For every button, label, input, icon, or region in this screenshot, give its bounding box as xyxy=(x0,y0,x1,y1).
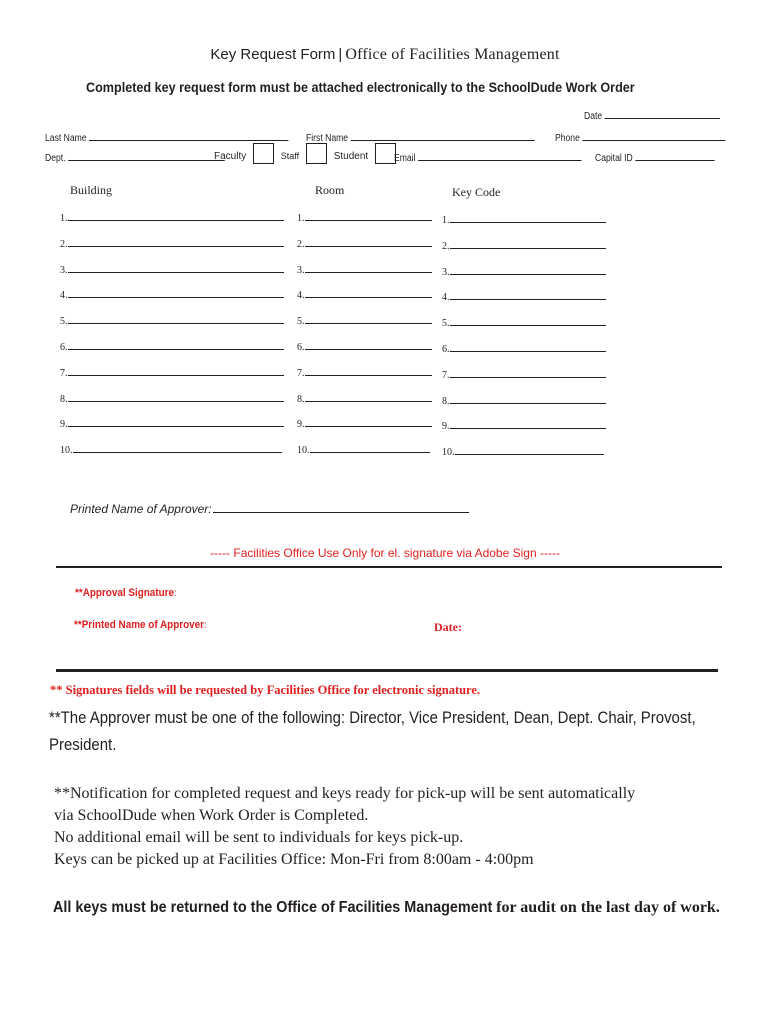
building-line[interactable] xyxy=(68,315,284,324)
key-code-line[interactable] xyxy=(450,369,606,378)
room-line[interactable] xyxy=(305,238,432,247)
key-return-note xyxy=(53,897,753,919)
date-line[interactable] xyxy=(605,109,720,119)
room-row-6[interactable] xyxy=(297,341,432,353)
building-line[interactable] xyxy=(68,264,284,273)
last-name-line[interactable] xyxy=(89,131,289,141)
key-return-note-part2: for audit on the last day of work. xyxy=(492,899,720,916)
key-code-row-3[interactable] xyxy=(442,266,606,278)
notification-note xyxy=(54,783,754,871)
row-number: 5. xyxy=(60,316,68,328)
key-code-line[interactable] xyxy=(450,395,606,404)
row-number: 3. xyxy=(442,266,450,278)
building-row-5[interactable] xyxy=(60,315,284,327)
building-column-header: Building xyxy=(70,183,113,197)
room-row-10[interactable] xyxy=(297,444,430,456)
room-line[interactable] xyxy=(310,444,430,453)
capital-id-label: Capital ID xyxy=(595,153,633,164)
phone-label: Phone xyxy=(555,133,580,144)
key-code-row-2[interactable] xyxy=(442,240,606,252)
row-number: 4. xyxy=(60,290,68,302)
student-label: Student xyxy=(333,151,369,163)
office-use-bottom-divider xyxy=(56,669,718,672)
dept-line[interactable] xyxy=(68,151,225,161)
key-code-row-1[interactable] xyxy=(442,214,606,226)
key-code-row-4[interactable] xyxy=(442,291,606,303)
approval-signature-label: **Approval Signature xyxy=(75,587,175,599)
row-number: 7. xyxy=(297,367,305,379)
key-code-line[interactable] xyxy=(450,343,606,352)
office-use-banner: ----- Facilities Office Use Only for el. signature via Adobe Sign ----- xyxy=(210,546,560,560)
faculty-checkbox[interactable] xyxy=(253,143,274,164)
phone-line[interactable] xyxy=(582,131,725,141)
phone-field[interactable] xyxy=(555,131,725,144)
email-field[interactable] xyxy=(394,151,581,164)
office-printed-name-label: **Printed Name of Approver xyxy=(74,619,205,631)
last-name-field[interactable] xyxy=(45,131,289,144)
faculty-label: Faculty xyxy=(214,151,247,163)
row-number: 10. xyxy=(442,447,455,459)
building-line[interactable] xyxy=(68,238,284,247)
row-number: 9. xyxy=(60,419,68,431)
notification-line-3: No additional email will be sent to individuals for keys pick-up. xyxy=(54,829,464,846)
row-number: 6. xyxy=(60,342,68,353)
notification-line-4: Keys can be picked up at Facilities Office: Mon-Fri from 8:00am - 4:00pm xyxy=(54,851,534,868)
room-row-7[interactable] xyxy=(297,367,432,379)
form-title-part2: Office of Facilities Management xyxy=(345,46,560,63)
building-row-1[interactable] xyxy=(60,212,284,224)
room-row-8[interactable] xyxy=(297,393,432,405)
room-line[interactable] xyxy=(305,212,432,221)
row-number: 4. xyxy=(297,290,305,302)
row-number: 10. xyxy=(297,445,310,457)
staff-checkbox[interactable] xyxy=(306,143,327,164)
row-number: 1. xyxy=(442,215,450,226)
date-label: Date xyxy=(584,111,603,122)
row-number: 8. xyxy=(442,395,450,407)
form-subtitle: Completed key request form must be attached electronically to the SchoolDude Work Order xyxy=(86,79,635,95)
key-code-line[interactable] xyxy=(450,240,606,249)
capital-id-line[interactable] xyxy=(635,151,714,161)
building-line[interactable] xyxy=(73,444,282,453)
student-checkbox[interactable] xyxy=(375,143,396,164)
key-code-row-8[interactable] xyxy=(442,395,606,407)
building-row-8[interactable] xyxy=(60,393,284,405)
office-printed-name-field[interactable] xyxy=(74,619,207,631)
signature-note: ** Signatures fields will be requested by Facilities Office for electronic signature. xyxy=(50,683,481,697)
row-number: 7. xyxy=(60,367,68,379)
row-number: 4. xyxy=(442,292,450,304)
key-code-column-header: Key Code xyxy=(452,185,501,199)
office-printed-name-colon: : xyxy=(204,620,207,631)
building-line[interactable] xyxy=(68,393,284,402)
room-line[interactable] xyxy=(305,367,432,376)
approval-signature-colon: : xyxy=(174,588,177,599)
first-name-label: First Name xyxy=(306,133,349,144)
room-column-header: Room xyxy=(315,183,345,197)
key-return-note-part1: All keys must be returned to the Office of Facilities Management xyxy=(53,899,493,916)
row-number: 9. xyxy=(442,421,450,433)
row-number: 5. xyxy=(297,316,305,328)
row-number: 6. xyxy=(297,342,305,353)
key-code-row-5[interactable] xyxy=(442,317,606,329)
room-line[interactable] xyxy=(305,418,432,427)
approver-name-label: Printed Name of Approver: xyxy=(70,502,212,516)
key-code-line[interactable] xyxy=(450,214,606,223)
approval-signature-field[interactable] xyxy=(75,587,177,599)
building-row-10[interactable] xyxy=(60,444,282,456)
row-number: 9. xyxy=(297,419,305,431)
building-line[interactable] xyxy=(68,341,284,350)
room-row-4[interactable] xyxy=(297,289,432,301)
row-number: 3. xyxy=(60,264,68,276)
capital-id-field[interactable] xyxy=(595,151,714,164)
row-number: 8. xyxy=(297,393,305,405)
room-line[interactable] xyxy=(305,264,432,273)
dept-field[interactable] xyxy=(45,151,224,164)
approver-name-line[interactable] xyxy=(213,502,469,513)
dept-label: Dept. xyxy=(45,153,66,164)
email-line[interactable] xyxy=(418,151,581,161)
row-number: 2. xyxy=(60,238,68,250)
key-code-line[interactable] xyxy=(450,317,606,326)
row-number: 5. xyxy=(442,318,450,330)
title-separator: | xyxy=(338,46,343,63)
email-label: Email xyxy=(394,153,416,164)
building-line[interactable] xyxy=(68,367,284,376)
room-row-5[interactable] xyxy=(297,315,432,327)
notification-line-2: via SchoolDude when Work Order is Completed. xyxy=(54,807,369,824)
row-number: 3. xyxy=(297,264,305,276)
room-line[interactable] xyxy=(305,315,432,324)
office-date-label[interactable]: Date: xyxy=(434,620,462,634)
row-number: 1. xyxy=(60,213,68,224)
building-line[interactable] xyxy=(68,418,284,427)
first-name-field[interactable] xyxy=(306,131,534,144)
key-code-line[interactable] xyxy=(450,420,606,429)
room-line[interactable] xyxy=(305,289,432,298)
room-row-1[interactable] xyxy=(297,212,432,224)
key-code-line[interactable] xyxy=(450,291,606,300)
building-row-9[interactable] xyxy=(60,418,284,430)
role-checkboxes xyxy=(214,146,400,167)
key-code-line[interactable] xyxy=(455,446,604,455)
row-number: 8. xyxy=(60,393,68,405)
building-row-3[interactable] xyxy=(60,264,284,276)
row-number: 1. xyxy=(297,213,305,224)
room-row-9[interactable] xyxy=(297,418,432,430)
date-field[interactable] xyxy=(584,109,720,122)
row-number: 2. xyxy=(297,238,305,250)
notification-line-1: **Notification for completed request and keys ready for pick-up will be sent automatically xyxy=(54,785,636,802)
last-name-label: Last Name xyxy=(45,133,87,144)
office-use-top-divider xyxy=(56,566,722,568)
room-line[interactable] xyxy=(305,341,432,350)
room-row-3[interactable] xyxy=(297,264,432,276)
building-line[interactable] xyxy=(68,289,284,298)
form-title-part1: Key Request Form xyxy=(210,46,336,63)
building-row-7[interactable] xyxy=(60,367,284,379)
first-name-line[interactable] xyxy=(350,131,534,141)
key-code-row-7[interactable] xyxy=(442,369,606,381)
staff-label: Staff xyxy=(280,151,300,162)
key-code-row-10[interactable] xyxy=(442,446,604,458)
row-number: 10. xyxy=(60,445,73,457)
key-code-row-6[interactable] xyxy=(442,343,606,355)
room-row-2[interactable] xyxy=(297,238,432,250)
building-row-2[interactable] xyxy=(60,238,284,250)
form-title xyxy=(0,46,770,64)
building-row-6[interactable] xyxy=(60,341,284,353)
row-number: 7. xyxy=(442,369,450,381)
row-number: 6. xyxy=(442,344,450,355)
approver-name-field[interactable] xyxy=(70,502,469,516)
key-code-row-9[interactable] xyxy=(442,420,606,432)
building-line[interactable] xyxy=(68,212,284,221)
row-number: 2. xyxy=(442,240,450,252)
approver-note: **The Approver must be one of the following: Director, Vice President, Dean, Dept. Chair, Provost, President. xyxy=(49,708,696,754)
building-row-4[interactable] xyxy=(60,289,284,301)
key-code-line[interactable] xyxy=(450,266,606,275)
room-line[interactable] xyxy=(305,393,432,402)
